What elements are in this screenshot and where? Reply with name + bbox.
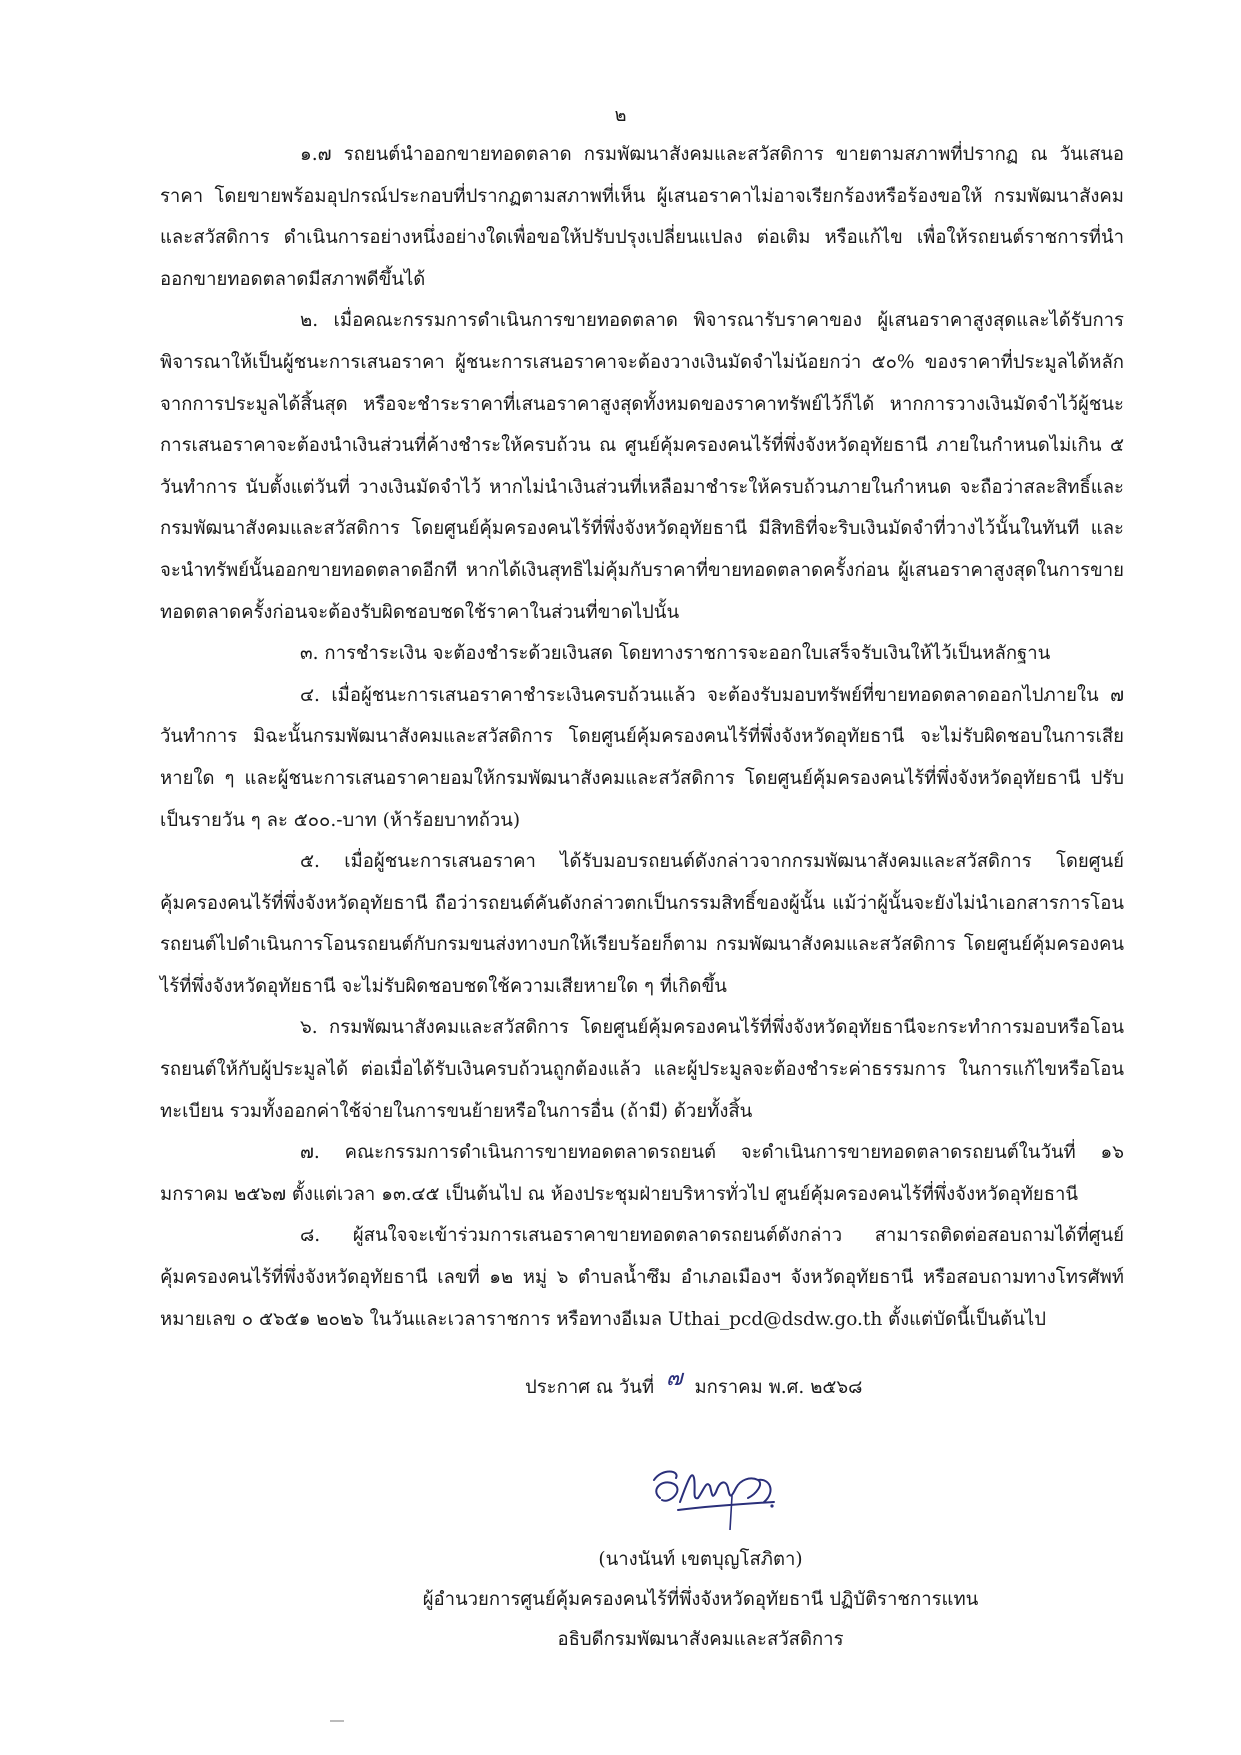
clause-3: ๓. การชำระเงิน จะต้องชำระด้วยเงินสด โดยทางราชการจะออกใบเสร็จรับเงินให้ไว้เป็นหลักฐาน: [300, 643, 1051, 665]
handwritten-signature: [640, 1440, 790, 1530]
clause-4: ๔. เมื่อผู้ชนะการเสนอราคาชำระเงินครบถ้วนแล้ว จะต้องรับมอบทรัพย์ที่ขายทอดตลาดออกไปภายใน ๗ วันทำการ มิฉะนั้นกรมพัฒนาสังคมและสวัสดิการ โดยศูนย์คุ้มครองคนไร้ที่พึ่งจังหวัดอุทัยธานี จะไม่รับผิดชอบในการเสียหายใด ๆ และผู้ชนะการเสนอราคายอมให้กรมพัฒนาสังคมและสวัสดิการ โดยศูนย์คุ้มครองคนไร้ที่พึ่งจังหวัดอุทัยธานี ปรับเป็นรายวัน ๆ ละ ๕๐๐.-บาท (ห้าร้อยบาทถ้วน): [160, 684, 1124, 831]
footer-mark: [330, 1720, 344, 1722]
signer-name: (นางนันท์ เขตบุญโสภิตา): [598, 1549, 803, 1570]
signer-title-line-1: ผู้อำนวยการศูนย์คุ้มครองคนไร้ที่พึ่งจังหวัดอุทัยธานี ปฏิบัติราชการแทน: [422, 1589, 979, 1610]
announcement-day-handwritten: ๗: [666, 1366, 683, 1391]
clause-1-7: ๑.๗ รถยนต์นำออกขายทอดตลาด กรมพัฒนาสังคมและสวัสดิการ ขายตามสภาพที่ปรากฏ ณ วันเสนอราคา โดยขายพร้อมอุปกรณ์ประกอบที่ปรากฏตามสภาพที่เห็น ผู้เสนอราคาไม่อาจเรียกร้องหรือร้องขอให้ กรมพัฒนาสังคมและสวัสดิการ ดำเนินการอย่างหนึ่งอย่างใดเพื่อขอให้ปรับปรุงเปลี่ยนแปลง ต่อเติม หรือแก้ไข เพื่อให้รถยนต์ราชการที่นำออกขายทอดตลาดมีสภาพดีขึ้นได้: [160, 144, 1124, 290]
clause-7: ๗. คณะกรรมการดำเนินการขายทอดตลาดรถยนต์ จะดำเนินการขายทอดตลาดรถยนต์ในวันที่ ๑๖ มกราคม ๒๕๖๗ ตั้งแต่เวลา ๑๓.๔๕ เป็นต้นไป ณ ห้องประชุมฝ่ายบริหารทั่วไป ศูนย์คุ้มครองคนไร้ที่พึ่งจังหวัดอุทัยธานี: [160, 1142, 1124, 1205]
signer-title-line-2: อธิบดีกรมพัฒนาสังคมและสวัสดิการ: [557, 1629, 844, 1650]
announcement-date-line: [525, 1368, 862, 1403]
clause-6: ๖. กรมพัฒนาสังคมและสวัสดิการ โดยศูนย์คุ้มครองคนไร้ที่พึ่งจังหวัดอุทัยธานีจะกระทำการมอบหรือโอนรถยนต์ให้กับผู้ประมูลได้ ต่อเมื่อได้รับเงินครบถ้วนถูกต้องแล้ว และผู้ประมูลจะต้องชำระค่าธรรมการ ในการแก้ไขหรือโอนทะเบียน รวมทั้งออกค่าใช้จ่ายในการขนย้ายหรือในการอื่น (ถ้ามี) ด้วยทั้งสิ้น: [160, 1017, 1124, 1122]
page-number: ๒: [614, 105, 627, 126]
clause-5: ๕. เมื่อผู้ชนะการเสนอราคา ได้รับมอบรถยนต์ดังกล่าวจากกรมพัฒนาสังคมและสวัสดิการ โดยศูนย์คุ้มครองคนไร้ที่พึ่งจังหวัดอุทัยธานี ถือว่ารถยนต์คันดังกล่าวตกเป็นกรรมสิทธิ์ของผู้นั้น แม้ว่าผู้นั้นจะยังไม่นำเอกสารการโอนรถยนต์ไปดำเนินการโอนรถยนต์กับกรมขนส่งทางบกให้เรียบร้อยก็ตาม กรมพัฒนาสังคมและสวัสดิการ โดยศูนย์คุ้มครองคนไร้ที่พึ่งจังหวัดอุทัยธานี จะไม่รับผิดชอบชดใช้ความเสียหายใด ๆ ที่เกิดขึ้น: [160, 851, 1124, 997]
clause-8: ๘. ผู้สนใจจะเข้าร่วมการเสนอราคาขายทอดตลาดรถยนต์ดังกล่าว สามารถติดต่อสอบถามได้ที่ศูนย์คุ้มครองคนไร้ที่พึ่งจังหวัดอุทัยธานี เลขที่ ๑๒ หมู่ ๖ ตำบลน้ำซึม อำเภอเมืองฯ จังหวัดอุทัยธานี หรือสอบถามทางโทรศัพท์หมายเลข ๐ ๕๖๕๑ ๒๐๒๖ ในวันและเวลาราชการ หรือทางอีเมล Uthai_pcd@dsdw.go.th ตั้งแต่บัดนี้เป็นต้นไป: [160, 1225, 1124, 1330]
clause-2: ๒. เมื่อคณะกรรมการดำเนินการขายทอดตลาด พิจารณารับราคาของ ผู้เสนอราคาสูงสุดและได้รับการพิจารณาให้เป็นผู้ชนะการเสนอราคา ผู้ชนะการเสนอราคาจะต้องวางเงินมัดจำไม่น้อยกว่า ๕๐% ของราคาที่ประมูลได้หลักจากการประมูลได้สิ้นสุด หรือจะชำระราคาที่เสนอราคาสูงสุดทั้งหมดของราคาทรัพย์ไว้ก็ได้ หากการวางเงินมัดจำไว้ผู้ชนะการเสนอราคาจะต้องนำเงินส่วนที่ค้างชำระให้ครบถ้วน ณ ศูนย์คุ้มครองคนไร้ที่พึ่งจังหวัดอุทัยธานี ภายในกำหนดไม่เกิน ๕ วันทำการ นับตั้งแต่วันที่ วางเงินมัดจำไว้ หากไม่นำเงินส่วนที่เหลือมาชำระให้ครบถ้วนภายในกำหนด จะถือว่าสละสิทธิ์และกรมพัฒนาสังคมและสวัสดิการ โดยศูนย์คุ้มครองคนไร้ที่พึ่งจังหวัดอุทัยธานี มีสิทธิที่จะริบเงินมัดจำที่วางไว้นั้นในทันที และจะนำทรัพย์นั้นออกขายทอดตลาดอีกที หากได้เงินสุทธิไม่คุ้มกับราคาที่ขายทอดตลาดครั้งก่อน ผู้เสนอราคาสูงสุดในการขายทอดตลาดครั้งก่อนจะต้องรับผิดชอบชดใช้ราคาในส่วนที่ขาดไปนั้น: [160, 310, 1124, 623]
announcement-month-year: มกราคม พ.ศ. ๒๕๖๘: [694, 1377, 863, 1398]
document-body: [160, 134, 1124, 1340]
announcement-prefix: ประกาศ ณ วันที่: [525, 1377, 655, 1398]
